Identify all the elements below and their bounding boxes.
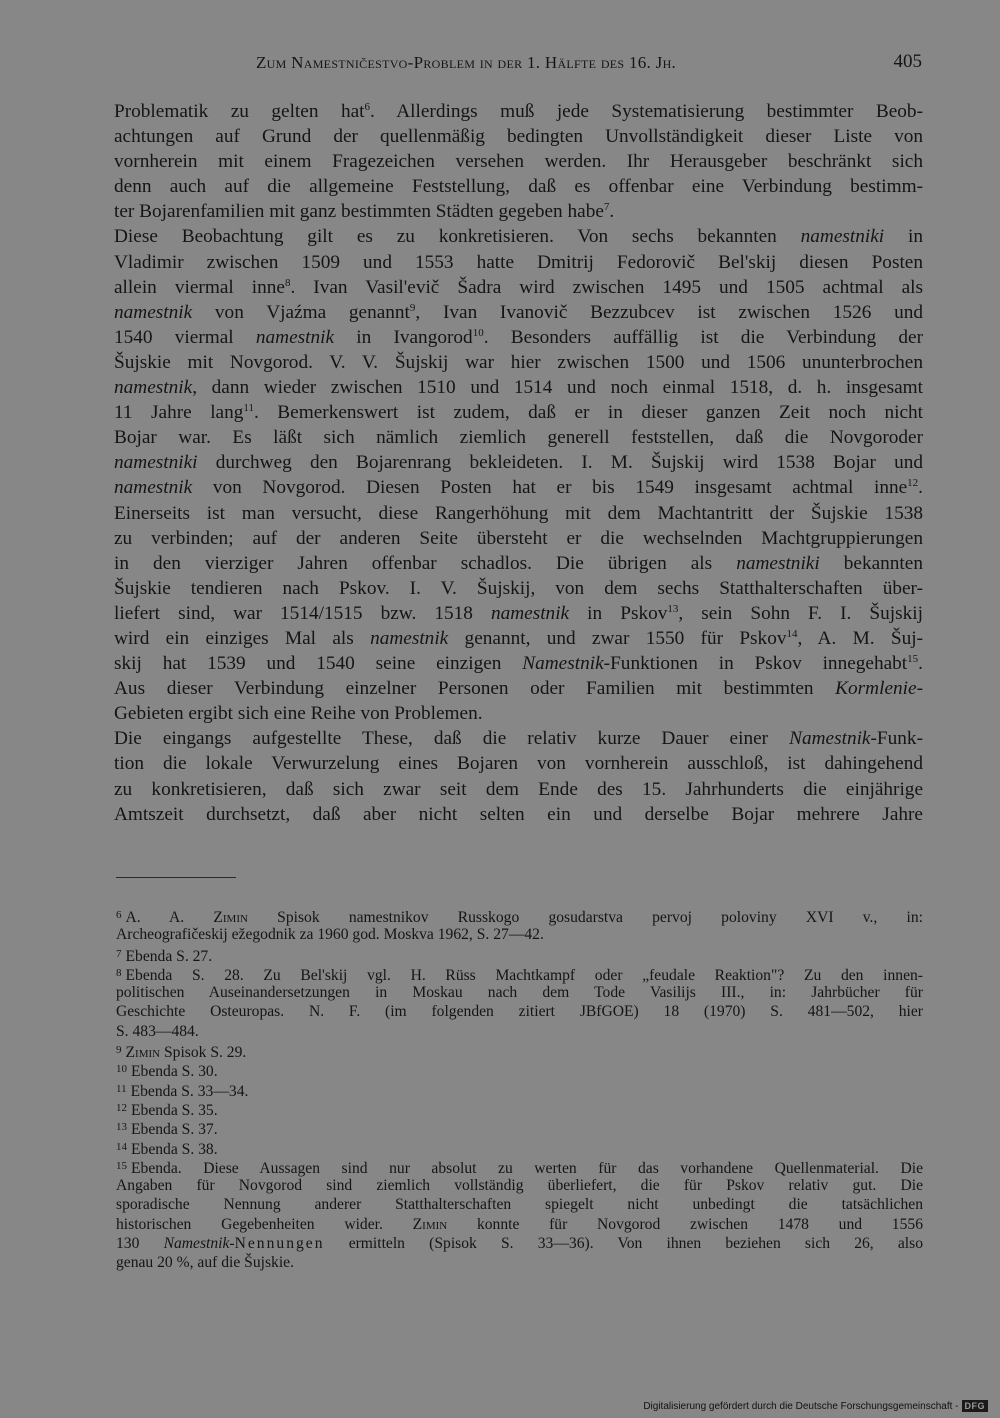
author-name: Zimin bbox=[412, 1215, 448, 1233]
text-run: bekannten bbox=[819, 552, 923, 574]
text-run: Ebenda. Diese Aussagen sind nur absolut zu werten für das vorhandene Quellenmaterial. Die bbox=[131, 1159, 923, 1177]
text-line bbox=[114, 250, 923, 275]
text-run: . Ivan Vasil'evič Šadra wird zwischen 1495 und 1505 achtmal als bbox=[290, 276, 923, 298]
text-line bbox=[114, 551, 923, 576]
page-number: 405 bbox=[893, 51, 922, 72]
text-line bbox=[114, 626, 923, 651]
footnote-marker: 10 bbox=[472, 326, 484, 339]
text-line bbox=[114, 99, 923, 124]
text-line bbox=[114, 501, 923, 526]
text-run: genau 20 %, auf die Šujskie. bbox=[116, 1254, 294, 1272]
footnote-marker: 6 bbox=[364, 101, 370, 113]
italic-term: namestnik bbox=[114, 377, 193, 399]
text-run: in Pskov bbox=[569, 602, 668, 624]
footnote-marker: 13 bbox=[667, 602, 679, 615]
text-line bbox=[114, 174, 923, 199]
footnote-line bbox=[116, 1176, 923, 1195]
text-line bbox=[114, 350, 923, 375]
text-run: Ebenda S. 35. bbox=[131, 1101, 218, 1119]
italic-term: Namestnik bbox=[789, 728, 871, 750]
text-run: . bbox=[918, 653, 923, 675]
footnote-number: 13 bbox=[116, 1121, 127, 1134]
footnote-line bbox=[116, 1041, 923, 1060]
text-run: Archeografičeskij ežegodnik za 1960 god. Moskva 1962, S. 27—42. bbox=[116, 926, 544, 944]
text-run: Einerseits ist man versucht, diese Rangerhöhung mit dem Machtantritt der Šujskie 1538 bbox=[114, 502, 923, 524]
text-run: Vladimir zwischen 1509 und 1553 hatte Dmitrij Fedorovič Bel'skij diesen Posten bbox=[114, 251, 923, 273]
author-name: Zimin bbox=[125, 1044, 161, 1062]
footnote-line bbox=[116, 1080, 923, 1099]
text-run: Diese Beobachtung gilt es zu konkretisieren. Von sechs bekannten bbox=[114, 226, 801, 248]
text-run: . bbox=[918, 477, 923, 499]
footnote-number: 12 bbox=[116, 1101, 127, 1114]
text-run: in Ivangorod bbox=[334, 326, 473, 348]
text-run: - bbox=[229, 1235, 235, 1253]
text-run: Ebenda S. 30. bbox=[131, 1063, 218, 1081]
footnote-line bbox=[116, 1195, 923, 1214]
text-run: Aus dieser Verbindung einzelner Personen oder Familien mit bestimmten bbox=[114, 678, 836, 700]
text-run: Ebenda S. 37. bbox=[131, 1121, 218, 1139]
text-run: sporadische Nennung anderer Statthalterschaften spiegelt nicht unbedingt die tatsächlichen bbox=[116, 1196, 923, 1214]
text-run: Šujskie mit Novgorod. V. V. Šujskij war hier zwischen 1500 und 1506 ununterbrochen bbox=[114, 351, 923, 373]
footnote-line bbox=[116, 1234, 923, 1253]
text-run: . Besonders auffällig ist die Verbindung der bbox=[483, 326, 923, 348]
footnote-number: 7 bbox=[116, 947, 122, 960]
text-run: Ebenda S. 28. Zu Bel'skij vgl. H. Rüss Machtkampf oder „feudale Reaktion"? Zu den innen- bbox=[125, 966, 923, 984]
footnote-marker: 9 bbox=[409, 301, 416, 314]
footnote-number: 6 bbox=[116, 909, 122, 921]
text-run: ermitteln (Spisok S. 33—36). Von ihnen beziehen sich 26, also bbox=[324, 1235, 923, 1253]
text-run: politischen Auseinandersetzungen in Moskau nach dem Tode Vasilijs III., in: Jahrbücher für bbox=[116, 984, 923, 1002]
text-line bbox=[114, 275, 923, 300]
text-run: tion die lokale Verwurzelung eines Bojaren von vornherein ausschloß, ist dahingehend bbox=[114, 753, 923, 775]
footnote-marker: 12 bbox=[907, 477, 919, 490]
text-run: zu konkretisieren, daß sich zwar seit dem Ende des 15. Jahrhunderts die einjährige bbox=[114, 778, 923, 800]
footnote-line bbox=[116, 1253, 923, 1272]
text-run: in bbox=[884, 226, 923, 248]
footnote-line bbox=[116, 1157, 923, 1176]
text-run: durchweg den Bojarenrang bekleideten. I. M. Šujskij wird 1538 Bojar und bbox=[197, 452, 923, 474]
text-run: Problematik zu gelten hat bbox=[114, 101, 365, 122]
text-run: skij hat 1539 und 1540 seine einzigen bbox=[114, 653, 523, 675]
footnote-marker: 11 bbox=[243, 402, 254, 415]
text-run: genannt, und zwar 1550 für Pskov bbox=[448, 627, 787, 649]
digitization-credit bbox=[643, 1400, 988, 1412]
text-run: Ebenda S. 27. bbox=[125, 947, 213, 965]
text-run: konnte für Novgorod zwischen 1478 und 1556 bbox=[447, 1215, 923, 1233]
text-line bbox=[114, 149, 923, 174]
footnote-line bbox=[116, 1118, 923, 1137]
footnote-separator bbox=[116, 877, 236, 878]
text-run: , dann wieder zwischen 1510 und 1514 und noch einmal 1518, d. h. insgesamt bbox=[192, 377, 923, 399]
text-run: Ebenda S. 33—34. bbox=[130, 1082, 249, 1100]
footnote-line bbox=[116, 945, 923, 964]
footnote-number: 8 bbox=[116, 966, 122, 979]
italic-term: Kormlenie bbox=[835, 678, 917, 700]
text-run: -Funktionen in Pskov innegehabt bbox=[603, 653, 908, 675]
footnote-marker: 15 bbox=[907, 653, 919, 666]
text-run: allein viermal inne bbox=[114, 276, 285, 298]
spaced-term: Nennungen bbox=[234, 1235, 325, 1253]
text-run: . Allerdings muß jede Systematisierung bestimmter Beob- bbox=[370, 101, 923, 122]
footnote-number: 9 bbox=[116, 1044, 122, 1057]
text-run: liefert sind, war 1514/1515 bzw. 1518 bbox=[114, 602, 491, 624]
text-line bbox=[114, 325, 923, 350]
credit-text: Digitalisierung gefördert durch die Deutsche Forschungsgemeinschaft - bbox=[643, 1400, 959, 1412]
text-run: wird ein einziges Mal als bbox=[114, 627, 371, 649]
footnote-line bbox=[116, 1060, 923, 1079]
text-line bbox=[114, 300, 923, 325]
text-line bbox=[114, 751, 923, 776]
italic-term: namestnik bbox=[255, 326, 335, 348]
text-run: . bbox=[609, 201, 615, 223]
text-line bbox=[114, 651, 923, 676]
text-run: historischen Gegebenheiten wider. bbox=[116, 1215, 413, 1233]
text-line bbox=[114, 425, 923, 450]
italic-term: namestnik bbox=[370, 627, 449, 649]
text-line bbox=[114, 199, 923, 224]
footnote-line bbox=[116, 983, 923, 1002]
italic-term: namestnik bbox=[490, 602, 570, 624]
italic-term: namestniki bbox=[800, 226, 885, 248]
footnote-number: 11 bbox=[116, 1082, 127, 1095]
text-line bbox=[114, 726, 923, 751]
text-run: von Novgorod. Diesen Posten hat er bis 1549 insgesamt achtmal inne bbox=[192, 477, 908, 499]
text-run: , sein Sohn F. I. Šujskij bbox=[678, 602, 923, 624]
text-line bbox=[114, 576, 923, 601]
footnote-marker: 8 bbox=[284, 276, 291, 289]
italic-term: namestniki bbox=[114, 452, 198, 474]
text-line bbox=[114, 475, 923, 500]
text-run: in den vierziger Jahren offenbar schadlos. Die übrigen als bbox=[114, 552, 737, 574]
text-run: . Bemerkenswert ist zudem, daß er in dieser ganzen Zeit noch nicht bbox=[254, 402, 923, 424]
footnote-line bbox=[116, 1002, 923, 1021]
body-text bbox=[114, 99, 923, 827]
text-run: -Funk- bbox=[870, 728, 923, 750]
footnote-line bbox=[116, 925, 923, 944]
italic-term: namestniki bbox=[736, 552, 820, 574]
footnote-line bbox=[116, 964, 923, 983]
footnote-line bbox=[116, 906, 923, 925]
text-run: - bbox=[916, 678, 923, 700]
text-run: 130 bbox=[116, 1235, 164, 1253]
text-line bbox=[114, 601, 923, 626]
italic-term: namestnik bbox=[114, 477, 193, 499]
italic-term: namestnik bbox=[114, 301, 193, 323]
text-run: Gebieten ergibt sich eine Reihe von Problemen. bbox=[114, 703, 483, 725]
text-run: Amtszeit durchsetzt, daß aber nicht selten ein und derselbe Bojar mehrere Jahre bbox=[114, 803, 923, 825]
text-run: 1540 viermal bbox=[114, 326, 256, 348]
text-line bbox=[114, 701, 923, 726]
text-run: achtungen auf Grund der quellenmäßig bedingten Unvollständigkeit dieser Liste von bbox=[114, 126, 923, 148]
text-line bbox=[114, 676, 923, 701]
footnote-line bbox=[116, 1138, 923, 1157]
text-line bbox=[114, 450, 923, 475]
footnote-marker: 14 bbox=[786, 627, 798, 640]
footnotes bbox=[116, 906, 923, 1273]
text-run: Šujskie tendieren nach Pskov. I. V. Šujskij, von dem sechs Statthalterschaften über- bbox=[114, 577, 923, 599]
text-run: ter Bojarenfamilien mit ganz bestimmten Städten gegeben habe bbox=[114, 201, 604, 223]
text-run: Angaben für Novgorod sind ziemlich vollständig überliefert, die für Pskov relativ gut. Die bbox=[116, 1177, 923, 1195]
dfg-logo: DFG bbox=[962, 1400, 989, 1412]
text-line bbox=[114, 400, 923, 425]
text-line bbox=[114, 802, 923, 827]
text-run: , Ivan Ivanovič Bezzubcev ist zwischen 1526 und bbox=[415, 301, 923, 323]
text-run: 11 Jahre lang bbox=[114, 402, 244, 424]
text-run: vornherein mit einem Fragezeichen versehen werden. Ihr Herausgeber beschränkt sich bbox=[114, 151, 923, 173]
text-run: Spisok S. 29. bbox=[160, 1044, 247, 1062]
text-run: von Vjaźma genannt bbox=[192, 301, 410, 323]
text-run: S. 483—484. bbox=[116, 1022, 199, 1040]
footnote-marker: 7 bbox=[603, 201, 610, 214]
text-run: Bojar war. Es läßt sich nämlich ziemlich generell feststellen, daß die Novgoroder bbox=[114, 427, 923, 449]
text-run: , A. M. Šuj- bbox=[797, 627, 923, 649]
italic-term: Namestnik bbox=[163, 1235, 230, 1253]
page-header bbox=[114, 50, 922, 80]
text-line bbox=[114, 526, 923, 551]
footnote-number: 15 bbox=[116, 1159, 127, 1172]
footnote-line bbox=[116, 1099, 923, 1118]
author-name: A. A. Zimin bbox=[125, 909, 248, 926]
text-line bbox=[114, 224, 923, 249]
text-run: zu verbinden; auf der anderen Seite übersteht er die wechselnden Machtgruppierungen bbox=[114, 527, 923, 549]
text-run: Ebenda S. 38. bbox=[131, 1140, 218, 1158]
footnote-line bbox=[116, 1215, 923, 1234]
footnote-number: 10 bbox=[116, 1063, 127, 1076]
text-line bbox=[114, 375, 923, 400]
italic-term: Namestnik bbox=[522, 653, 604, 675]
text-line bbox=[114, 124, 923, 149]
running-head: Zum Namestničestvo-Problem in der 1. Hälfte des 16. Jh. bbox=[256, 53, 677, 72]
text-line bbox=[114, 777, 923, 802]
text-run: Geschichte Osteuropas. N. F. (im folgenden zitiert JBfGOE) 18 (1970) S. 481—502, hier bbox=[116, 1003, 923, 1021]
footnote-line bbox=[116, 1022, 923, 1041]
text-run: Spisok namestnikov Russkogo gosudarstva pervoj poloviny XVI v., in: bbox=[247, 909, 923, 926]
footnote-number: 14 bbox=[116, 1140, 127, 1153]
text-run: denn auch auf die allgemeine Feststellung, daß es offenbar eine Verbindung bestimm- bbox=[114, 176, 923, 198]
text-run: Die eingangs aufgestellte These, daß die relativ kurze Dauer einer bbox=[114, 728, 790, 750]
